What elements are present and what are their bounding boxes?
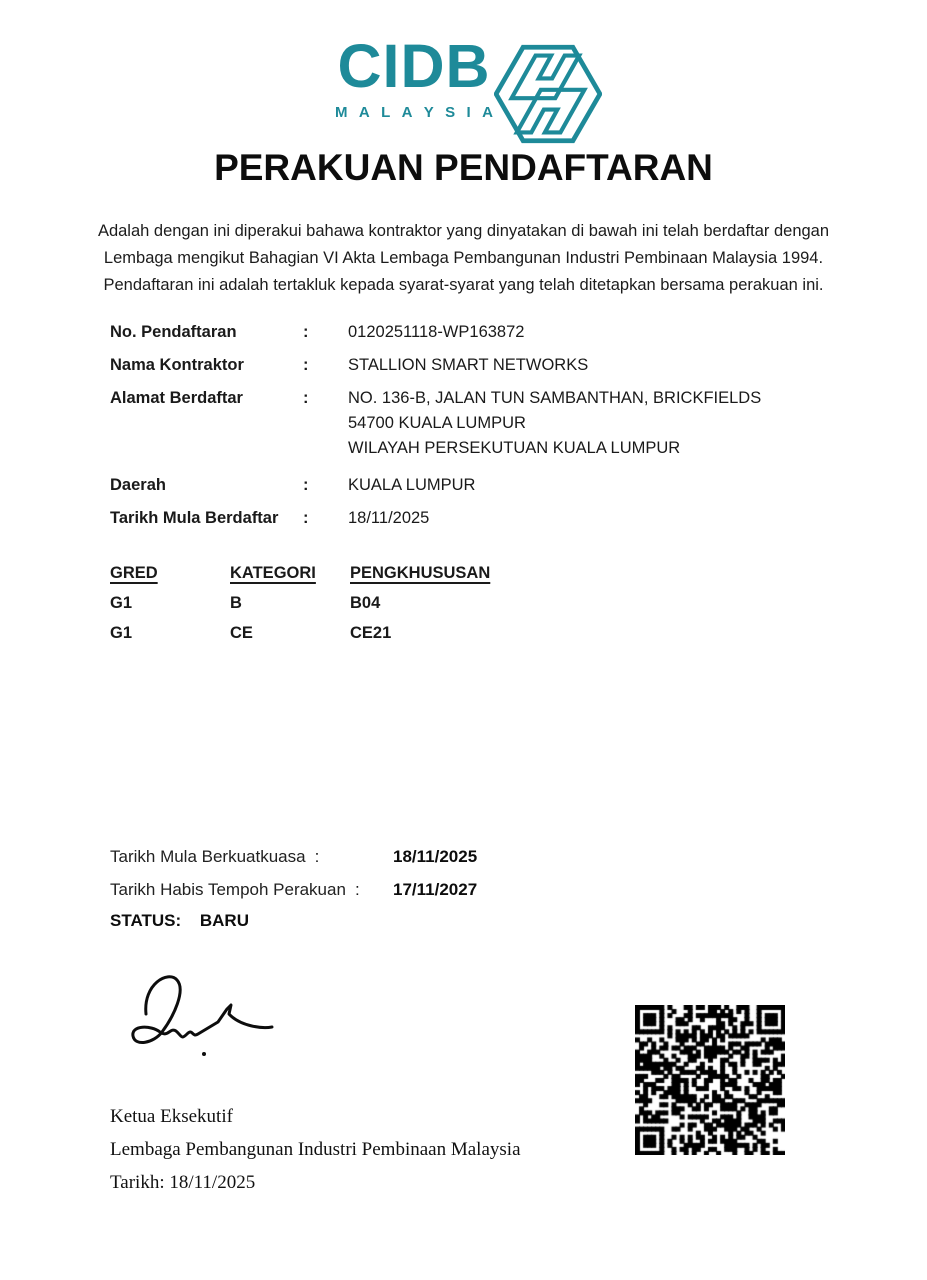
cidb-hexagon-logo-icon xyxy=(494,40,602,148)
status-badge: BARU xyxy=(199,911,249,930)
grade-table xyxy=(110,563,570,653)
footer-date: Tarikh: 18/11/2025 xyxy=(110,1172,256,1193)
detail-value: STALLION SMART NETWORKS xyxy=(348,356,589,374)
address-line: 54700 KUALA LUMPUR xyxy=(348,414,526,432)
cidb-brand-text: CIDB xyxy=(337,32,491,100)
detail-row-registered-address xyxy=(110,388,830,463)
cell-pengkhususan: CE21 xyxy=(350,624,392,642)
signature-icon xyxy=(118,966,276,1062)
detail-value: KUALA LUMPUR xyxy=(348,476,476,494)
validity-row-expiry-date xyxy=(110,880,710,900)
validity-label-group xyxy=(110,847,393,867)
column-header-gred: GRED xyxy=(110,564,158,582)
status-label: STATUS: xyxy=(110,911,182,930)
detail-row-registration-number xyxy=(110,322,830,342)
cell-pengkhususan: B04 xyxy=(350,594,381,612)
colon-separator: : xyxy=(303,323,309,341)
validity-value: 18/11/2025 xyxy=(393,847,478,866)
colon-separator: : xyxy=(303,356,309,374)
intro-line: Lembaga mengikut Bahagian VI Akta Lembaga Pembangunan Industri Pembinaan Malaysia 1994. xyxy=(103,249,824,267)
detail-label: Daerah xyxy=(110,476,166,494)
colon-separator: : xyxy=(354,880,360,899)
cell-gred: G1 xyxy=(110,624,133,642)
cell-kategori: CE xyxy=(230,624,253,642)
colon-separator: : xyxy=(314,847,320,866)
detail-value: 18/11/2025 xyxy=(348,509,430,527)
column-header-kategori: KATEGORI xyxy=(230,564,316,582)
qr-code xyxy=(635,1005,785,1155)
validity-label: Tarikh Habis Tempoh Perakuan xyxy=(110,880,346,899)
detail-row-contractor-name xyxy=(110,355,830,375)
detail-value: 0120251118-WP163872 xyxy=(348,323,525,341)
detail-label: No. Pendaftaran xyxy=(110,323,237,341)
validity-label-group xyxy=(110,880,393,900)
colon-separator: : xyxy=(303,476,309,494)
cidb-malaysia-text: M A L A Y S I A xyxy=(335,104,493,121)
detail-label: Nama Kontraktor xyxy=(110,356,244,374)
column-header-pengkhususan: PENGKHUSUSAN xyxy=(350,564,491,582)
address-line: WILAYAH PERSEKUTUAN KUALA LUMPUR xyxy=(348,439,681,457)
detail-row-registration-start-date xyxy=(110,508,830,528)
table-row xyxy=(110,593,570,613)
colon-separator: : xyxy=(303,389,309,407)
cell-kategori: B xyxy=(230,594,242,612)
page-title: PERAKUAN PENDAFTARAN xyxy=(214,147,713,188)
cell-gred: G1 xyxy=(110,594,133,612)
footer-signatory-title: Ketua Eksekutif xyxy=(110,1106,233,1127)
grade-table-header xyxy=(110,563,570,583)
detail-value-address xyxy=(348,388,830,463)
table-row xyxy=(110,623,570,643)
detail-label: Tarikh Mula Berdaftar xyxy=(110,509,279,527)
detail-label: Alamat Berdaftar xyxy=(110,389,243,407)
validity-value: 17/11/2027 xyxy=(393,880,478,899)
intro-line: Adalah dengan ini diperakui bahawa kontraktor yang dinyatakan di bawah ini telah berdaftar dengan xyxy=(97,222,830,240)
validity-label: Tarikh Mula Berkuatkuasa xyxy=(110,847,306,866)
validity-row-effective-date xyxy=(110,847,710,867)
address-line: NO. 136-B, JALAN TUN SAMBANTHAN, BRICKFIELDS xyxy=(348,389,762,407)
colon-separator: : xyxy=(303,509,309,527)
intro-paragraph xyxy=(60,218,867,299)
detail-row-district xyxy=(110,475,830,495)
cidb-wordmark xyxy=(333,32,495,121)
intro-line: Pendaftaran ini adalah tertakluk kepada syarat-syarat yang telah ditetapkan bersama perakuan ini. xyxy=(103,276,824,294)
status-line xyxy=(110,911,249,931)
footer-organization: Lembaga Pembangunan Industri Pembinaan Malaysia xyxy=(110,1139,521,1160)
